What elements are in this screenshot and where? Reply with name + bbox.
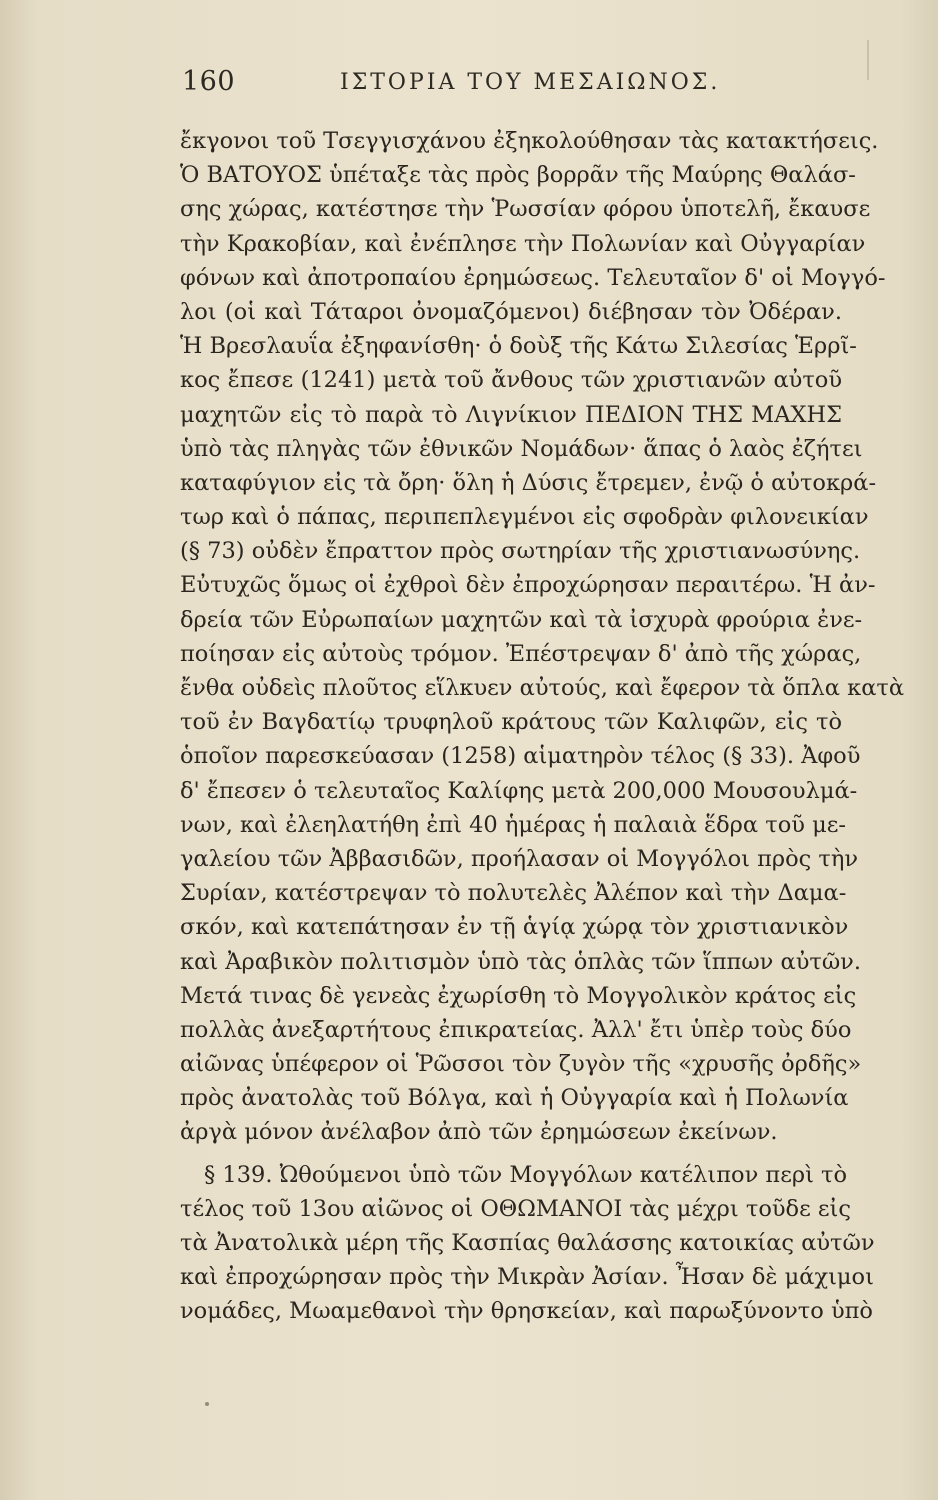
text-line: καταφύγιον εἰς τὰ ὄρη· ὅλη ἡ Δύσις ἔτρεμεν, ἐνῷ ὁ αὐτοκρά- [180,469,877,496]
text-line: τέλος τοῦ 13ου αἰῶνος οἱ ΟΘΩΜΑΝΟΙ τὰς μέχρι τοῦδε εἰς [180,1195,851,1222]
text-line: ἔνθα οὐδεὶς πλοῦτος εἵλκυεν αὐτούς, καὶ ἔφερον τὰ ὅπλα κατὰ [180,675,905,701]
text-line: ἀργὰ μόνον ἀνέλαβον ἀπὸ τῶν ἐρημώσεων ἐκείνων. [180,1119,778,1146]
text-line: Συρίαν, κατέστρεψαν τὸ πολυτελὲς Ἀλέπον καὶ τὴν Δαμα- [180,880,847,907]
text-line: καὶ Ἀραβικὸν πολιτισμὸν ὑπὸ τὰς ὁπλὰς τῶν ἵππων αὐτῶν. [180,948,862,975]
text-line: Ὁ ΒΑΤΟΥΟΣ ὑπέταξε τὰς πρὸς βορρᾶν τῆς Μαύρης Θαλάσ- [180,162,856,189]
text-line: φόνων καὶ ἀποτροπαίου ἐρημώσεως. Τελευταῖον δ' οἱ Μογγό- [180,264,886,291]
page-header [182,66,832,106]
text-line: ὑπὸ τὰς πληγὰς τῶν ἐθνικῶν Νομάδων· ἅπας ὁ λαὸς ἐζήτει [180,435,863,462]
text-line: Μετά τινας δὲ γενεὰς ἐχωρίσθη τὸ Μογγολικὸν κράτος εἰς [180,982,857,1009]
text-line: νομάδες, Μωαμεθανοὶ τὴν θρησκείαν, καὶ παρωξύνοντο ὑπὸ [180,1298,873,1325]
text-line: τωρ καὶ ὁ πάπας, περιπεπλεγμένοι εἰς σφοδρὰν φιλονεικίαν [180,504,869,531]
text-line: τὰ Ἀνατολικὰ μέρη τῆς Κασπίας θαλάσσης κατοικίας αὐτῶν [180,1230,875,1256]
paragraph-gap [180,1150,842,1158]
text-line: σκόν, καὶ κατεπάτησαν ἐν τῇ ἁγίᾳ χώρᾳ τὸν χριστιανικὸν [180,914,849,941]
text-line: Ἡ Βρεσλαυΐα ἐξηφανίσθη· ὁ δοὺξ τῆς Κάτω Σιλεσίας Ἑρρῖ- [180,333,857,360]
text-line: τὴν Κρακοβίαν, καὶ ἐνέπλησε τὴν Πολωνίαν καὶ Οὐγγαρίαν [180,230,866,257]
text-line: (§ 73) οὐδὲν ἔπραττον πρὸς σωτηρίαν τῆς χριστιανωσύνης. [180,538,861,565]
text-line: μαχητῶν εἰς τὸ παρὰ τὸ Λιγνίκιον ΠΕΔΙΟΝ ΤΗΣ ΜΑΧΗΣ [180,401,842,428]
text-line: ὁποῖον παρεσκεύασαν (1258) αἱματηρὸν τέλος (§ 33). Ἀφοῦ [180,743,861,770]
running-title: ΙΣΤΟΡΙΑ ΤΟΥ ΜΕΣΑΙΩΝΟΣ. [340,70,721,95]
text-line: Εὐτυχῶς ὅμως οἱ ἐχθροὶ δὲν ἐπροχώρησαν περαιτέρω. Ἡ ἀν- [180,572,876,599]
text-line: αἰῶνας ὑπέφερον οἱ Ῥῶσσοι τὸν ζυγὸν τῆς «χρυσῆς ὀρδῆς» [180,1051,862,1078]
paragraph-mongol-invasions [180,124,905,1150]
text-line: σης χώρας, κατέστησε τὴν Ῥωσσίαν φόρου ὑποτελῆ, ἔκαυσε [180,196,871,223]
text-line: πρὸς ἀνατολὰς τοῦ Βόλγα, καὶ ἡ Οὐγγαρία καὶ ἡ Πολωνία [180,1085,849,1112]
text-line: ἔκγονοι τοῦ Τσεγγισχάνου ἐξηκολούθησαν τὰς κατακτήσεις. [180,128,879,154]
text-line: δρεία τῶν Εὐρωπαίων μαχητῶν καὶ τὰ ἰσχυρὰ φρούρια ἐνε- [180,606,863,633]
ink-speck [205,1402,209,1406]
paper-fold-mark [867,40,869,80]
page-number: 160 [182,66,236,97]
text-line: § 139. Ὠθούμενοι ὑπὸ τῶν Μογγόλων κατέλιπον περὶ τὸ [204,1161,848,1188]
text-line: καὶ ἐπροχώρησαν πρὸς τὴν Μικρὰν Ἀσίαν. Ἦσαν δὲ μάχιμοι [180,1264,874,1291]
text-line: ποίησαν εἰς αὐτοὺς τρόμον. Ἐπέστρεψαν δ' ἀπὸ τῆς χώρας, [180,640,862,667]
text-line: γαλείου τῶν Ἀββασιδῶν, προήλασαν οἱ Μογγόλοι πρὸς τὴν [180,845,859,872]
text-line: κος ἔπεσε (1241) μετὰ τοῦ ἄνθους τῶν χριστιανῶν αὐτοῦ [180,367,842,394]
paragraph-section-139 [180,1158,875,1329]
body-text [180,124,905,1329]
text-line: λοι (οἱ καὶ Τάταροι ὀνομαζόμενοι) διέβησαν τὸν Ὀδέραν. [180,298,842,325]
text-line: νων, καὶ ἐλεηλατήθη ἐπὶ 40 ἡμέρας ἡ παλαιὰ ἕδρα τοῦ με- [180,811,846,838]
text-line: δ' ἔπεσεν ὁ τελευταῖος Καλίφης μετὰ 200,000 Μουσουλμά- [180,777,858,804]
text-line: τοῦ ἐν Βαγδατίῳ τρυφηλοῦ κράτους τῶν Καλιφῶν, εἰς τὸ [180,709,842,736]
text-line: πολλὰς ἀνεξαρτήτους ἐπικρατείας. Ἀλλ' ἔτι ὑπὲρ τοὺς δύο [180,1016,852,1043]
